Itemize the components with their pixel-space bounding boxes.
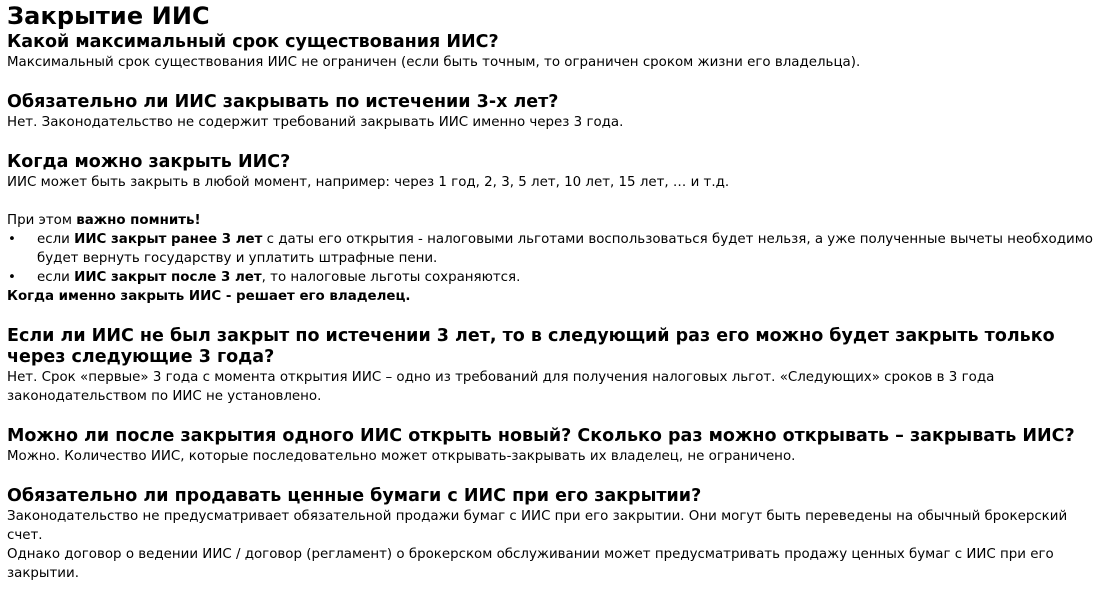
bullet-pre: если [37, 270, 75, 285]
page-title: Закрытие ИИС [7, 2, 210, 30]
conclusion-text [7, 287, 1106, 306]
remember-prefix: При этом [7, 213, 77, 228]
spacer [7, 306, 1106, 326]
conclusion-bold: Когда именно закрыть ИИС - решает его владелец. [7, 289, 411, 304]
answer-text: Нет. Законодательство не содержит требований закрывать ИИС именно через 3 года. [7, 115, 624, 130]
list-item [7, 268, 1106, 287]
answer-text: Можно. Количество ИИС, которые последовательно может открывать-закрывать их владелец, не ограничено. [7, 449, 796, 464]
faq-section-next-3-years [7, 326, 1106, 406]
faq-section-when-close [7, 152, 1106, 306]
answer-text: Нет. Срок «первые» 3 года с момента открытия ИИС – одно из требований для получения налоговых льгот. «Следующих» сроков в 3 года законодательством по ИИС не установлено. [7, 370, 995, 404]
faq-section-open-new [7, 426, 1106, 466]
faq-section-close-after-3-years [7, 92, 1106, 132]
spacer [7, 192, 1106, 211]
faq-section-max-term [7, 32, 1106, 72]
faq-section-sell-securities [7, 486, 1106, 583]
remember-line [7, 211, 1106, 230]
bullet-marker: • [8, 270, 16, 285]
bullet-pre: если [37, 232, 75, 247]
answer-text: Максимальный срок существования ИИС не ограничен (если быть точным, то ограничен сроком жизни его владельца). [7, 55, 861, 70]
list-item [7, 230, 1106, 268]
bullet-bold: ИИС закрыт после 3 лет [74, 270, 262, 285]
answer-text: Законодательство не предусматривает обязательной продажи бумаг с ИИС при его закрытии. Они могут быть переведены на обычный брокерский счет. [7, 509, 1068, 543]
answer-text-2: Однако договор о ведении ИИС / договор (регламент) о брокерском обслуживании может предусматривать продажу ценных бумаг с ИИС при его закрытии. [7, 547, 1054, 581]
remember-bold: важно помнить! [76, 213, 201, 228]
question-heading: Обязательно ли ИИС закрывать по истечении 3-х лет? [7, 92, 559, 112]
spacer [7, 466, 1106, 486]
question-heading: Обязательно ли продавать ценные бумаги с ИИС при его закрытии? [7, 486, 702, 506]
question-heading: Какой максимальный срок существования ИИС? [7, 32, 499, 52]
question-heading: Когда можно закрыть ИИС? [7, 152, 291, 172]
bullet-list [7, 230, 1106, 287]
spacer [7, 132, 1106, 152]
bullet-bold: ИИС закрыт ранее 3 лет [74, 232, 263, 247]
spacer [7, 406, 1106, 426]
answer-text: ИИС может быть закрыть в любой момент, например: через 1 год, 2, 3, 5 лет, 10 лет, 15 лет, … и т.д. [7, 175, 730, 190]
question-heading: Если ли ИИС не был закрыт по истечении 3 лет, то в следующий раз его можно будет закрыть только через следующие 3 года? [7, 326, 1055, 367]
bullet-post: , то налоговые льготы сохраняются. [261, 270, 521, 285]
bullet-marker: • [8, 232, 16, 247]
bullet-post: с даты его открытия - налоговыми льготами воспользоваться будет нельзя, а уже полученные вычеты необходимо будет вернуть государству и уплатить штрафные пени. [37, 232, 1094, 266]
spacer [7, 72, 1106, 92]
question-heading: Можно ли после закрытия одного ИИС открыть новый? Сколько раз можно открывать – закрывать ИИС? [7, 426, 1075, 446]
